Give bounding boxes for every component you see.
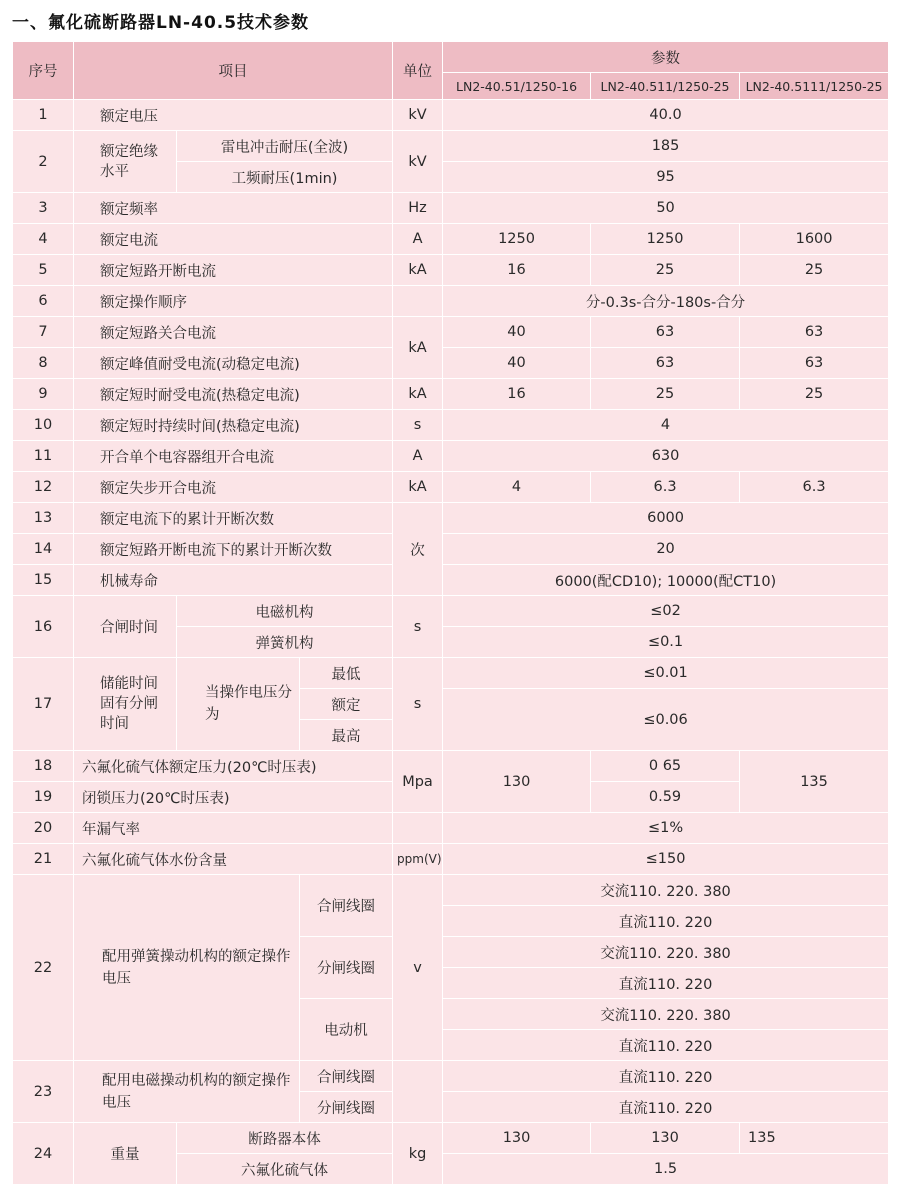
row-value: 4 [443, 410, 889, 441]
row-value: 16 [443, 255, 591, 286]
row-unit: Hz [393, 193, 443, 224]
row-value: 直流110. 220 [443, 1030, 889, 1061]
table-row [13, 131, 889, 162]
row-item: 额定短路关合电流 [74, 317, 393, 348]
row-value: ≤0.06 [443, 689, 889, 751]
row-item: 额定操作顺序 [74, 286, 393, 317]
row-value: 交流110. 220. 380 [443, 937, 889, 968]
row-value: 6000 [443, 503, 889, 534]
row-value: 直流110. 220 [443, 1061, 889, 1092]
row-value: 6.3 [740, 472, 889, 503]
row-unit: kA [393, 379, 443, 410]
table-row [13, 596, 889, 627]
row-midlabel: 当操作电压分为 [177, 658, 300, 751]
row-subitem: 六氟化硫气体 [177, 1154, 393, 1185]
header-item: 项目 [74, 42, 393, 100]
row-value: ≤0.1 [443, 627, 889, 658]
row-value: 185 [443, 131, 889, 162]
row-no: 5 [13, 255, 74, 286]
row-subitem: 合闸线圈 [300, 1061, 393, 1092]
row-value: 63 [591, 348, 740, 379]
row-value: 分-0.3s-合分-180s-合分 [443, 286, 889, 317]
row-value: 40 [443, 317, 591, 348]
header-row [13, 42, 889, 73]
row-no: 9 [13, 379, 74, 410]
page-title: 一、氟化硫断路器LN-40.5技术参数 [12, 13, 310, 33]
table-row [13, 286, 889, 317]
header-params: 参数 [443, 42, 889, 73]
table-row [13, 224, 889, 255]
row-value: 交流110. 220. 380 [443, 999, 889, 1030]
row-no: 24 [13, 1123, 74, 1185]
row-value: 交流110. 220. 380 [443, 875, 889, 906]
row-no: 14 [13, 534, 74, 565]
row-no: 13 [13, 503, 74, 534]
table-row [13, 100, 889, 131]
row-item: 额定电压 [74, 100, 393, 131]
row-item: 额定失步开合电流 [74, 472, 393, 503]
row-no: 18 [13, 751, 74, 782]
row-unit: v [393, 875, 443, 1061]
row-subitem: 最高 [300, 720, 393, 751]
row-no: 20 [13, 813, 74, 844]
row-value: 直流110. 220 [443, 906, 889, 937]
row-item: 合闸时间 [74, 596, 177, 658]
row-no: 16 [13, 596, 74, 658]
header-model: LN2-40.5111/1250-25 [740, 73, 889, 100]
row-value: 直流110. 220 [443, 968, 889, 999]
row-subitem: 电动机 [300, 999, 393, 1061]
row-unit: kV [393, 131, 443, 193]
row-item: 储能时间固有分闸时间 [74, 658, 177, 751]
row-item: 机械寿命 [74, 565, 393, 596]
table-row [13, 1061, 889, 1092]
row-no: 10 [13, 410, 74, 441]
row-unit: s [393, 596, 443, 658]
table-row [13, 751, 889, 782]
row-value: ≤1% [443, 813, 889, 844]
row-item: 额定短路开断电流下的累计开断次数 [74, 534, 393, 565]
table-row [13, 472, 889, 503]
table-row [13, 534, 889, 565]
row-item: 额定峰值耐受电流(动稳定电流) [74, 348, 393, 379]
header-model: LN2-40.51/1250-16 [443, 73, 591, 100]
row-item: 年漏气率 [74, 813, 393, 844]
row-value: 135 [740, 751, 889, 813]
row-item: 配用电磁操动机构的额定操作电压 [74, 1061, 300, 1123]
row-subitem: 工频耐压(1min) [177, 162, 393, 193]
row-value: 130 [443, 1123, 591, 1154]
row-value: 50 [443, 193, 889, 224]
row-unit: s [393, 410, 443, 441]
row-value: 63 [740, 317, 889, 348]
row-item: 额定电流 [74, 224, 393, 255]
row-unit: kV [393, 100, 443, 131]
table-row [13, 255, 889, 286]
row-no: 17 [13, 658, 74, 751]
row-unit: A [393, 224, 443, 255]
row-unit: 次 [393, 503, 443, 596]
row-value: 130 [443, 751, 591, 813]
row-no: 7 [13, 317, 74, 348]
row-item: 额定短时持续时间(热稳定电流) [74, 410, 393, 441]
row-item: 额定频率 [74, 193, 393, 224]
row-value: 63 [740, 348, 889, 379]
header-unit: 单位 [393, 42, 443, 100]
row-item: 闭锁压力(20℃时压表) [74, 782, 393, 813]
row-unit: s [393, 658, 443, 751]
row-subitem: 分闸线圈 [300, 1092, 393, 1123]
row-unit: kA [393, 472, 443, 503]
spec-table [12, 41, 889, 1185]
row-value: 1250 [443, 224, 591, 255]
row-no: 19 [13, 782, 74, 813]
row-value: 40 [443, 348, 591, 379]
row-no: 3 [13, 193, 74, 224]
row-value: 25 [740, 255, 889, 286]
table-row [13, 875, 889, 906]
table-row [13, 844, 889, 875]
row-no: 8 [13, 348, 74, 379]
row-value: 4 [443, 472, 591, 503]
row-item: 额定电流下的累计开断次数 [74, 503, 393, 534]
row-no: 11 [13, 441, 74, 472]
row-subitem: 合闸线圈 [300, 875, 393, 937]
row-item: 六氟化硫气体额定压力(20℃时压表) [74, 751, 393, 782]
row-subitem: 分闸线圈 [300, 937, 393, 999]
row-value: ≤150 [443, 844, 889, 875]
row-no: 15 [13, 565, 74, 596]
row-value: 16 [443, 379, 591, 410]
row-no: 23 [13, 1061, 74, 1123]
table-row [13, 813, 889, 844]
row-unit: kg [393, 1123, 443, 1185]
table-row [13, 441, 889, 472]
row-value: 1600 [740, 224, 889, 255]
row-item: 重量 [74, 1123, 177, 1185]
row-subitem: 电磁机构 [177, 596, 393, 627]
row-subitem: 雷电冲击耐压(全波) [177, 131, 393, 162]
row-unit: kA [393, 317, 443, 379]
row-no: 22 [13, 875, 74, 1061]
row-unit: kA [393, 255, 443, 286]
table-row [13, 410, 889, 441]
header-no: 序号 [13, 42, 74, 100]
row-value: 0 65 [591, 751, 740, 782]
row-unit [393, 1061, 443, 1123]
row-no: 6 [13, 286, 74, 317]
table-row [13, 348, 889, 379]
row-value: 40.0 [443, 100, 889, 131]
row-value: 630 [443, 441, 889, 472]
row-unit: A [393, 441, 443, 472]
row-subitem: 弹簧机构 [177, 627, 393, 658]
table-row [13, 503, 889, 534]
row-value: ≤02 [443, 596, 889, 627]
row-value: 95 [443, 162, 889, 193]
row-unit: ppm(V) [393, 844, 443, 875]
row-item: 额定短路开断电流 [74, 255, 393, 286]
spec-table-wrapper [12, 41, 889, 1185]
row-no: 21 [13, 844, 74, 875]
row-value: 1250 [591, 224, 740, 255]
row-value: 直流110. 220 [443, 1092, 889, 1123]
table-row [13, 1123, 889, 1154]
row-value: 25 [740, 379, 889, 410]
header-model: LN2-40.511/1250-25 [591, 73, 740, 100]
row-no: 4 [13, 224, 74, 255]
row-value: 0.59 [591, 782, 740, 813]
row-item: 额定短时耐受电流(热稳定电流) [74, 379, 393, 410]
row-unit [393, 813, 443, 844]
table-row [13, 379, 889, 410]
row-unit: Mpa [393, 751, 443, 813]
row-value: 130 [591, 1123, 740, 1154]
row-value: 6.3 [591, 472, 740, 503]
row-value: 20 [443, 534, 889, 565]
table-row [13, 317, 889, 348]
row-value: 25 [591, 379, 740, 410]
row-value: 6000(配CD10); 10000(配CT10) [443, 565, 889, 596]
row-subitem: 最低 [300, 658, 393, 689]
row-value: ≤0.01 [443, 658, 889, 689]
table-row [13, 658, 889, 689]
row-no: 2 [13, 131, 74, 193]
row-item: 配用弹簧操动机构的额定操作电压 [74, 875, 300, 1061]
row-unit [393, 286, 443, 317]
table-row [13, 565, 889, 596]
row-subitem: 断路器本体 [177, 1123, 393, 1154]
row-value: 135 [740, 1123, 889, 1154]
row-item: 额定绝缘水平 [74, 131, 177, 193]
row-item: 开合单个电容器组开合电流 [74, 441, 393, 472]
row-value: 25 [591, 255, 740, 286]
row-subitem: 额定 [300, 689, 393, 720]
row-no: 12 [13, 472, 74, 503]
row-value: 63 [591, 317, 740, 348]
table-row [13, 193, 889, 224]
row-item: 六氟化硫气体水份含量 [74, 844, 393, 875]
row-no: 1 [13, 100, 74, 131]
row-value: 1.5 [443, 1154, 889, 1185]
